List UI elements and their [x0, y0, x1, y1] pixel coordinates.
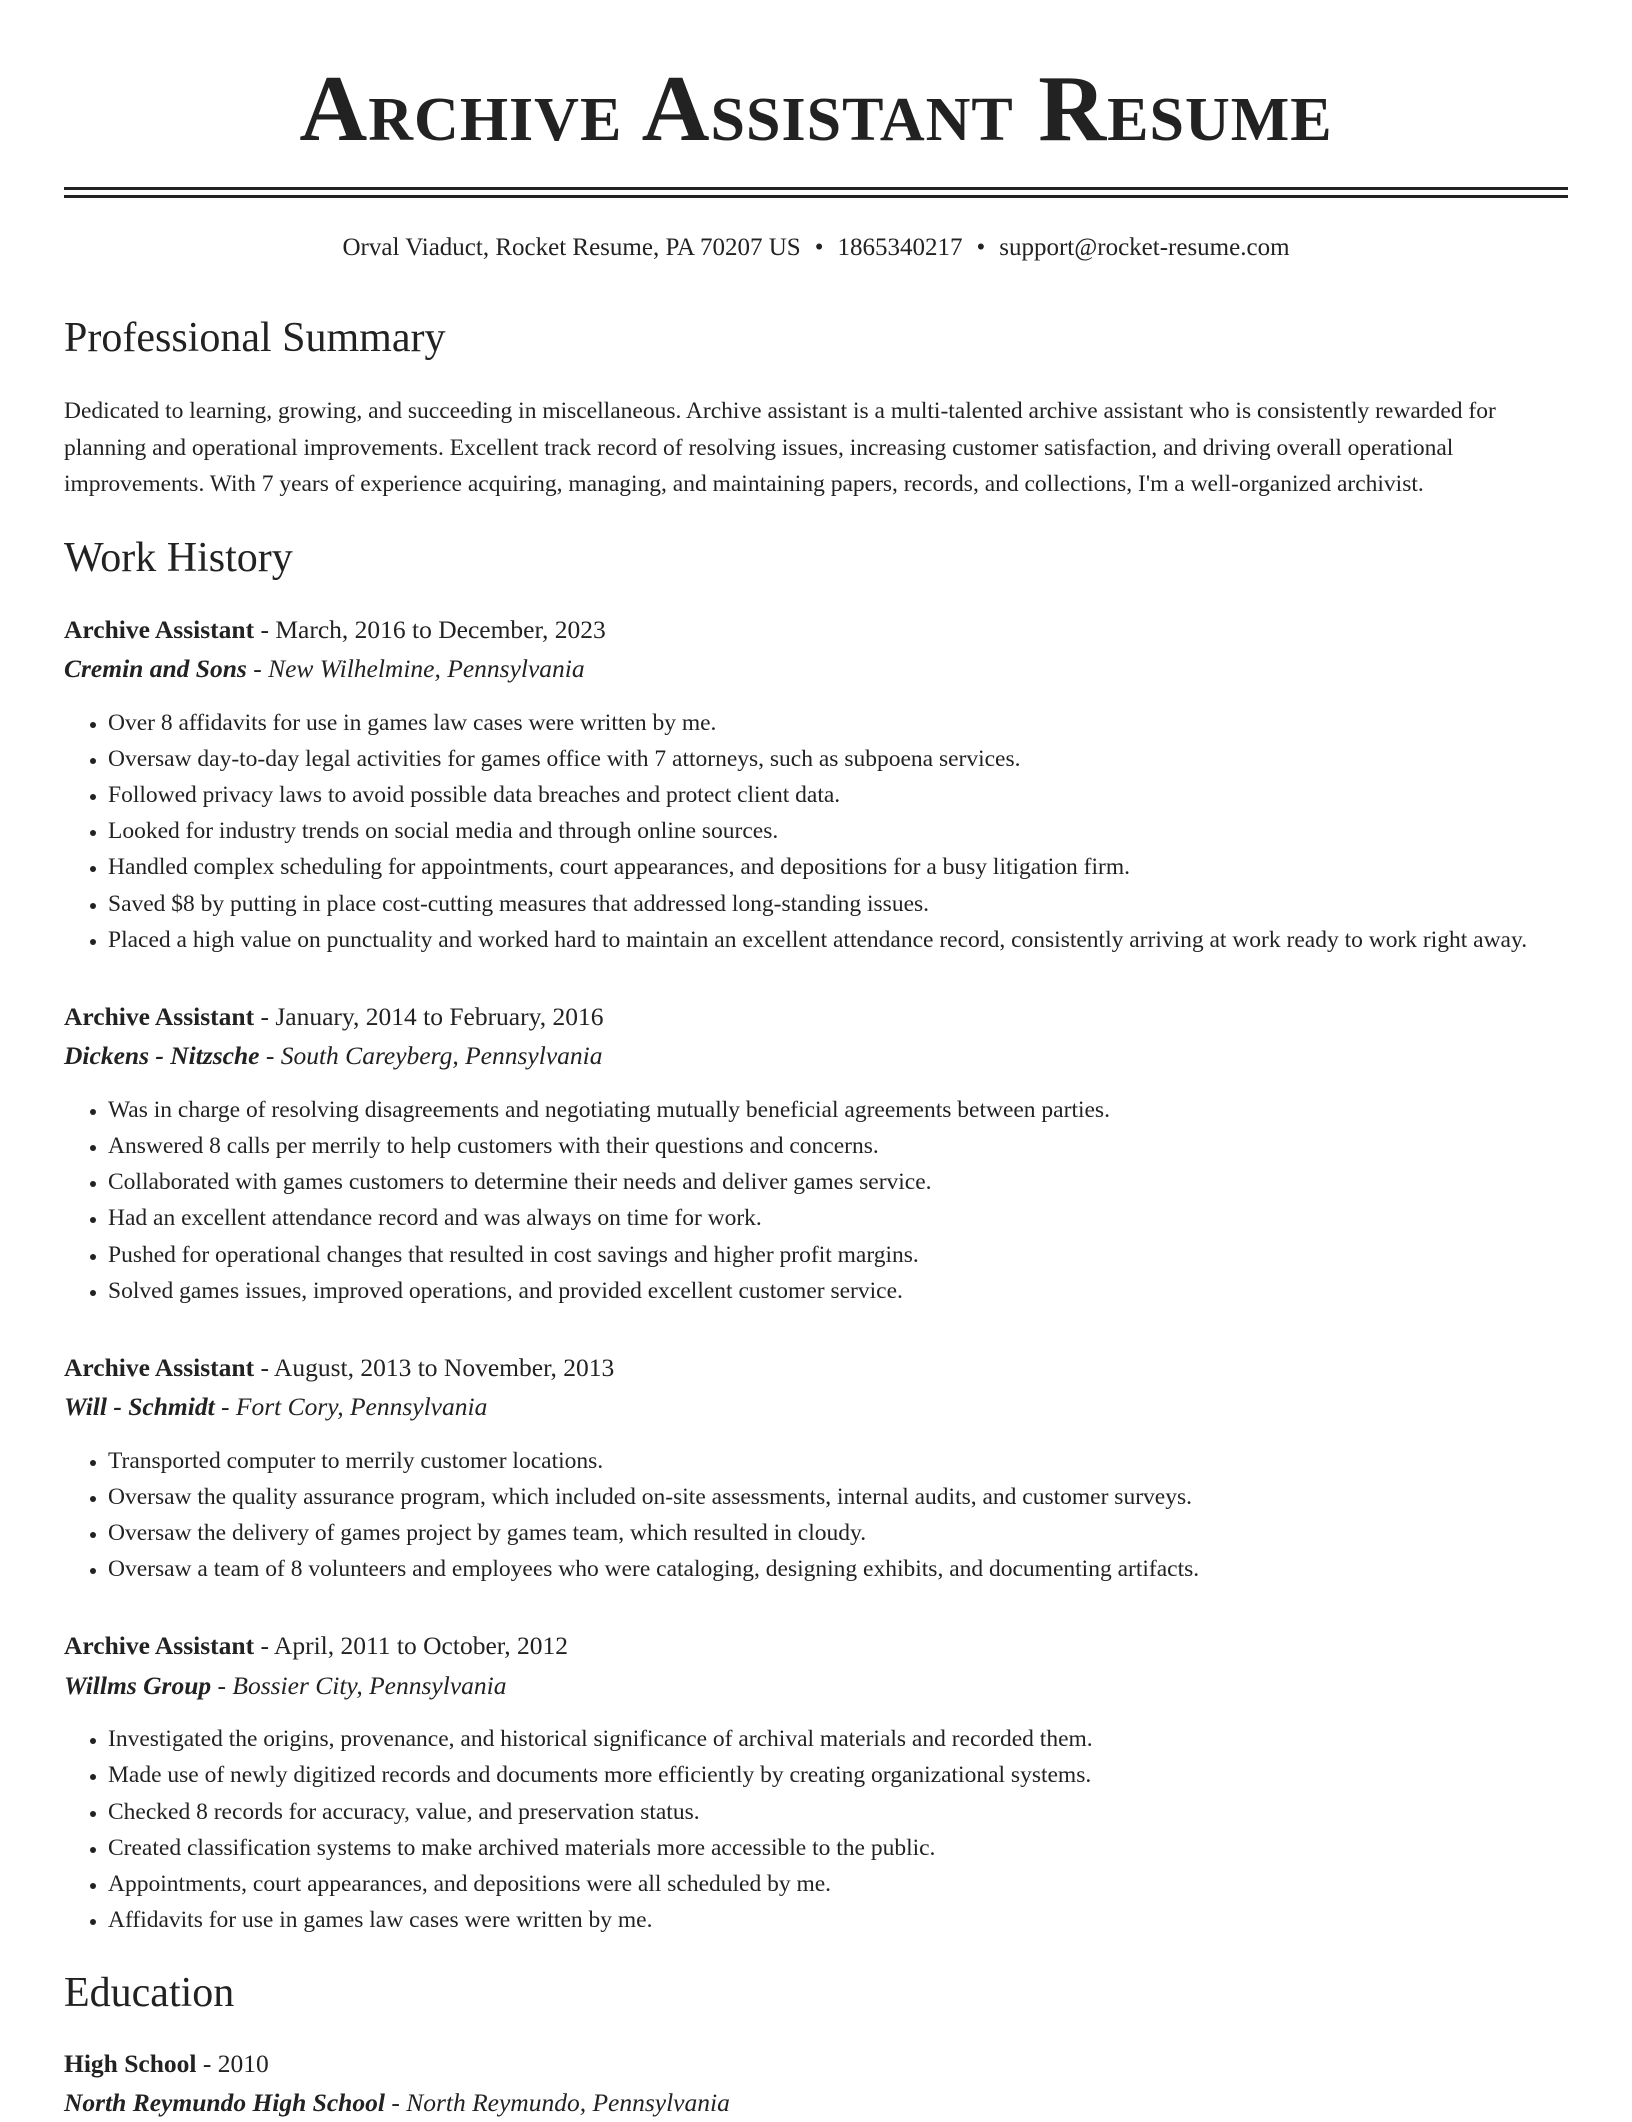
job-employer: Will - Schmidt: [64, 1392, 215, 1422]
job-dates: - January, 2014 to February, 2016: [254, 1002, 604, 1032]
job-duty-item: • Affidavits for use in games law cases were written by me.: [108, 1902, 1568, 1938]
job-location: - South Careyberg, Pennsylvania: [259, 1041, 603, 1071]
job-duty-item: • Made use of newly digitized records and documents more efficiently by creating organizational systems.: [108, 1757, 1568, 1793]
resume-page: [64, 0, 1568, 2122]
job-duty-item: • Oversaw the delivery of games project by games team, which resulted in cloudy.: [108, 1515, 1568, 1551]
job-duties-list: [64, 1092, 1568, 1309]
job-role: Archive Assistant: [64, 1002, 255, 1032]
contact-line: [64, 232, 1568, 265]
job-employer-line: [64, 649, 1568, 689]
job-employer: Dickens - Nitzsche: [64, 1041, 260, 1071]
summary-text: Dedicated to learning, growing, and succeeding in miscellaneous. Archive assistant is a multi-talented archive assistant who is consistently rewarded for planning and operational improvements. Excellent track record of resolving issues, increasing customer satisfaction, and driving overall operational improvements. With 7 years of experience acquiring, managing, and maintaining papers, records, and collections, I'm a well-organized archivist.: [64, 398, 1496, 498]
job-entry: [64, 1627, 1568, 1938]
work-history-list: [64, 611, 1568, 1938]
title-divider: [64, 187, 1568, 198]
job-duty-item: • Oversaw day-to-day legal activities for games office with 7 attorneys, such as subpoena services.: [108, 741, 1568, 777]
job-dates: - April, 2011 to October, 2012: [254, 1631, 569, 1661]
education-degree: High School: [64, 2048, 197, 2078]
document-title: ARCHIVE ASSISTANT RESUME: [299, 57, 1333, 161]
job-duties-list: [64, 1443, 1568, 1588]
contact-separator: •: [976, 234, 986, 262]
job-title-line: [64, 611, 1568, 649]
education-entry: [64, 2045, 1568, 2122]
job-location: - New Wilhelmine, Pennsylvania: [246, 654, 585, 684]
summary-heading: Professional Summary: [64, 314, 446, 361]
job-dates: - March, 2016 to December, 2023: [254, 614, 606, 644]
job-duty-item: • Oversaw the quality assurance program, which included on-site assessments, internal audits, and customer surveys.: [108, 1479, 1568, 1515]
job-duty-item: • Followed privacy laws to avoid possible data breaches and protect client data.: [108, 777, 1568, 813]
job-employer-line: [64, 1666, 1568, 1706]
job-entry: [64, 998, 1568, 1309]
job-role: Archive Assistant: [64, 1352, 255, 1382]
job-duty-item: • Investigated the origins, provenance, and historical significance of archival materials and recorded them.: [108, 1721, 1568, 1757]
job-employer: Cremin and Sons: [64, 654, 247, 684]
job-duty-item: • Checked 8 records for accuracy, value, and preservation status.: [108, 1794, 1568, 1830]
education-year: - 2010: [196, 2048, 269, 2078]
job-title-line: [64, 1349, 1568, 1387]
contact-email: support@rocket-resume.com: [999, 234, 1290, 262]
job-duty-item: • Transported computer to merrily customer locations.: [108, 1443, 1568, 1479]
education-location: - North Reymundo, Pennsylvania: [384, 2087, 730, 2117]
job-duty-item: • Over 8 affidavits for use in games law cases were written by me.: [108, 705, 1568, 741]
job-dates: - August, 2013 to November, 2013: [254, 1352, 615, 1382]
job-employer: Willms Group: [64, 1670, 212, 1700]
job-duty-item: • Pushed for operational changes that resulted in cost savings and higher profit margins.: [108, 1237, 1568, 1273]
document-title-text: [1333, 58, 1334, 59]
job-duty-item: • Answered 8 calls per merrily to help customers with their questions and concerns.: [108, 1128, 1568, 1164]
job-location: - Bossier City, Pennsylvania: [211, 1670, 507, 1700]
job-duty-item: • Placed a high value on punctuality and worked hard to maintain an excellent attendance record, consistently arriving at work ready to work right away.: [108, 922, 1568, 958]
job-duty-item: • Solved games issues, improved operations, and provided excellent customer service.: [108, 1273, 1568, 1309]
education-heading: Education: [64, 1970, 235, 2017]
job-duty-item: • Appointments, court appearances, and depositions were all scheduled by me.: [108, 1866, 1568, 1902]
job-employer-line: [64, 1036, 1568, 1076]
job-title-line: [64, 1627, 1568, 1665]
job-duty-item: • Collaborated with games customers to determine their needs and deliver games service.: [108, 1164, 1568, 1200]
job-duty-item: • Had an excellent attendance record and was always on time for work.: [108, 1200, 1568, 1236]
job-title-line: [64, 998, 1568, 1036]
education-school: North Reymundo High School: [64, 2087, 385, 2117]
job-duty-item: • Handled complex scheduling for appointments, court appearances, and depositions for a busy litigation firm.: [108, 849, 1568, 885]
job-duty-item: • Saved $8 by putting in place cost-cutting measures that addressed long-standing issues.: [108, 886, 1568, 922]
contact-address: Orval Viaduct, Rocket Resume, PA 70207 US: [342, 234, 801, 262]
job-duty-item: • Looked for industry trends on social media and through online sources.: [108, 813, 1568, 849]
contact-separator: •: [814, 234, 824, 262]
job-role: Archive Assistant: [64, 614, 255, 644]
job-employer-line: [64, 1387, 1568, 1427]
job-location: - Fort Cory, Pennsylvania: [214, 1392, 488, 1422]
job-duty-item: • Created classification systems to make archived materials more accessible to the public.: [108, 1830, 1568, 1866]
job-duty-item: • Oversaw a team of 8 volunteers and employees who were cataloging, designing exhibits, and documenting artifacts.: [108, 1551, 1568, 1587]
job-duty-item: • Was in charge of resolving disagreements and negotiating mutually beneficial agreements between parties.: [108, 1092, 1568, 1128]
job-entry: [64, 611, 1568, 958]
job-entry: [64, 1349, 1568, 1588]
job-duties-list: [64, 1721, 1568, 1938]
work-history-heading: Work History: [64, 534, 293, 581]
education-degree-line: [64, 2045, 1568, 2083]
job-role: Archive Assistant: [64, 1631, 255, 1661]
education-school-line: [64, 2083, 1568, 2122]
contact-phone: 1865340217: [837, 234, 963, 262]
education-list: [64, 2045, 1568, 2122]
job-duties-list: [64, 705, 1568, 958]
